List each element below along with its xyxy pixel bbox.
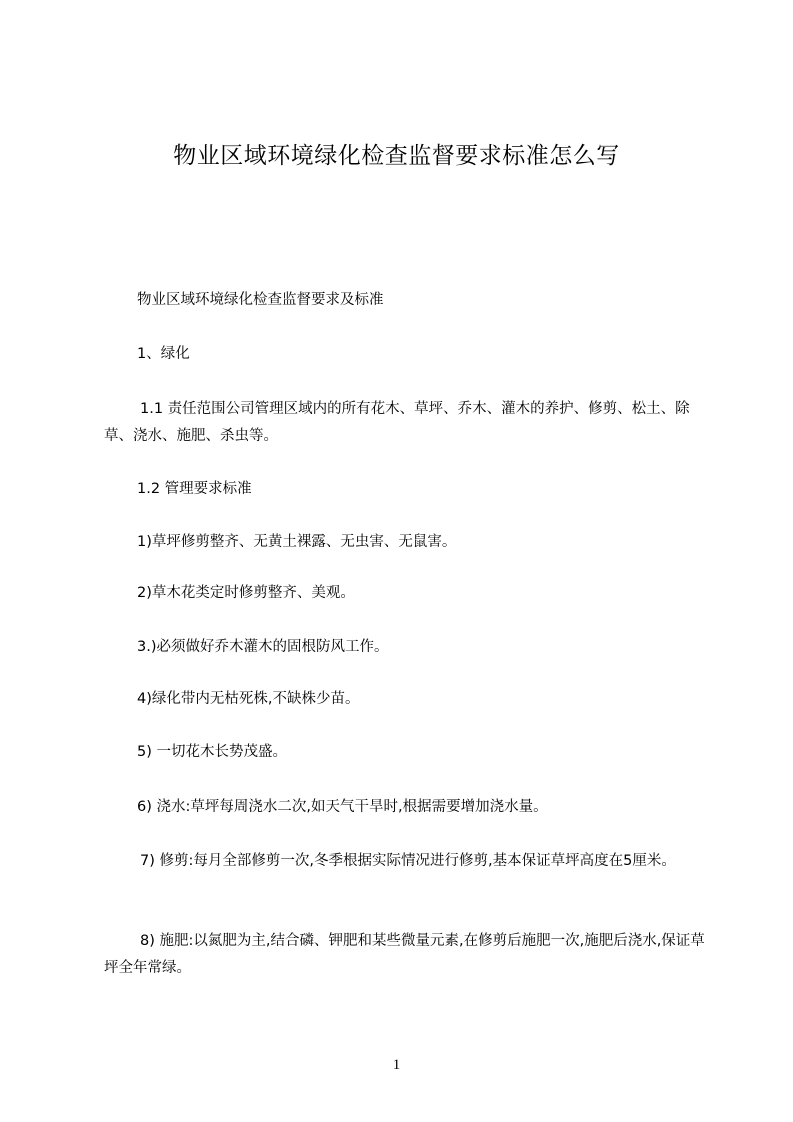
paragraph-item-7: 7) 修剪:每月全部修剪一次,冬季根据实际情况进行修剪,基本保证草坪高度在5厘米。 <box>140 853 676 869</box>
document-title: 物业区域环境绿化检查监督要求标准怎么写 <box>173 143 620 169</box>
paragraph-item-1: 1)草坪修剪整齐、无黄土裸露、无虫害、无鼠害。 <box>137 534 457 550</box>
paragraph-section-1: 1、绿化 <box>137 346 190 362</box>
paragraph-item-5: 5) 一切花木长势茂盛。 <box>137 744 287 760</box>
paragraph-item-4: 4)绿化带内无枯死株,不缺株少苗。 <box>137 691 360 707</box>
paragraph-item-3: 3.)必须做好乔木灌木的固根防风工作。 <box>137 639 389 655</box>
paragraph-item-2: 2)草木花类定时修剪整齐、美观。 <box>137 585 355 601</box>
paragraph-heading: 物业区域环境绿化检查监督要求及标准 <box>137 292 384 308</box>
paragraph-item-8: 8) 施肥:以氮肥为主,结合磷、钾肥和某些微量元素,在修剪后施肥一次,施肥后浇水,保证草坪全年常绿。 <box>104 933 705 976</box>
paragraph-1-1: 1.1 责任范围公司管理区域内的所有花木、草坪、乔木、灌木的养护、修剪、松土、除草、浇水、施肥、杀虫等。 <box>104 401 690 444</box>
paragraph-item-6: 6) 浇水:草坪每周浇水二次,如天气干旱时,根据需要增加浇水量。 <box>137 799 548 815</box>
page-number: 1 <box>392 1057 401 1073</box>
paragraph-1-2: 1.2 管理要求标准 <box>137 481 252 497</box>
